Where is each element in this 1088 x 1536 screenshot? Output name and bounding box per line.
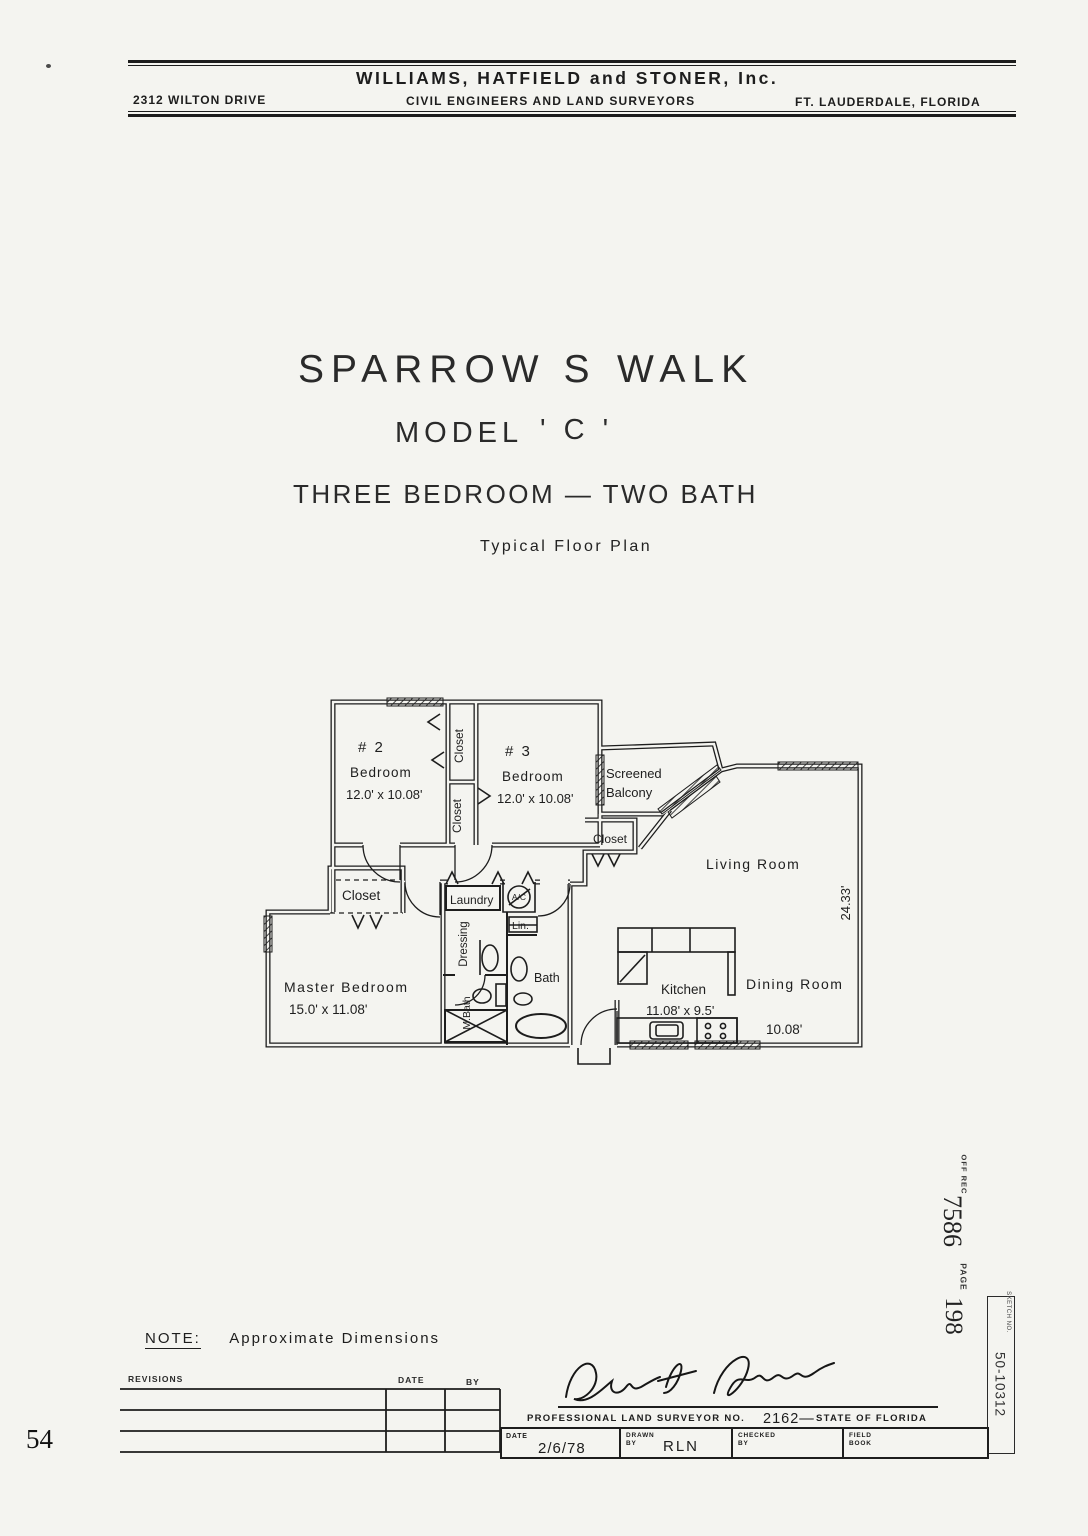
stamp-page-no: 198: [939, 1297, 967, 1335]
room-label-master: Master Bedroom: [284, 979, 409, 995]
project-title-left: SPARROW S: [298, 348, 597, 391]
room-label-bed2: Bedroom: [350, 765, 412, 780]
revisions-date-header: DATE: [398, 1375, 425, 1385]
room-label-laundry: Laundry: [450, 893, 494, 907]
drawn-label-1: DRAWN: [626, 1432, 655, 1439]
door-bedroom3: [455, 845, 492, 882]
bath-toilet: [511, 957, 527, 981]
bathtub: [516, 1014, 566, 1038]
stamp-page-label: PAGE: [958, 1263, 969, 1291]
drawn-value: RLN: [663, 1438, 700, 1455]
window-dining: [695, 1041, 760, 1049]
firm-address-right: FT. LAUDERDALE, FLORIDA: [795, 95, 981, 109]
room-label-dining: Dining Room: [746, 976, 844, 992]
room-label-bed3-no: # 3: [505, 743, 532, 760]
kitchen-counter-top: [618, 928, 735, 952]
room-dims-master: 15.0' x 11.08': [289, 1002, 368, 1017]
date-label: DATE: [506, 1433, 528, 1440]
door-bedroom2: [363, 845, 400, 882]
file-no-label: SKETCH NO.: [1004, 1291, 1011, 1333]
dim-right-wall: 24.33': [838, 885, 853, 921]
stamp-off-rec: OFF REC: [959, 1154, 969, 1195]
plan-type: Typical Floor Plan: [480, 538, 653, 555]
floor-plan: [255, 680, 880, 1080]
surveyor-title-left: PROFESSIONAL LAND SURVEYOR NO.: [527, 1413, 746, 1424]
window-bedroom3-balcony: [596, 755, 604, 805]
closet-chevrons-living: [592, 854, 620, 866]
signature: [566, 1357, 834, 1400]
dressing-sink: [482, 945, 498, 971]
surveyor-license-no: 2162—: [763, 1411, 815, 1427]
firm-name: WILLIAMS, HATFIELD and STONER, Inc.: [356, 68, 779, 88]
surveyor-block: [500, 1335, 1015, 1465]
room-label-balcony2: Balcony: [606, 785, 653, 800]
window-living: [778, 762, 858, 770]
field-label-1: FIELD: [849, 1432, 872, 1439]
header-bottom-rule-thick: [128, 114, 1016, 117]
plan-windows: [264, 698, 858, 1049]
door-entry: [581, 1009, 617, 1045]
room-label-closet-master: Closet: [342, 888, 381, 903]
window-master: [264, 916, 272, 952]
bath-sink: [514, 993, 532, 1005]
room-label-balcony1: Screened: [606, 766, 662, 781]
door-master: [405, 882, 440, 917]
room-label-closet-a: Closet: [452, 728, 466, 764]
room-dims-bed2: 12.0' x 10.08': [346, 787, 423, 802]
project-title-right: WALK: [617, 348, 755, 391]
revisions-by-header: BY: [466, 1377, 480, 1387]
surveyor-title-right: STATE OF FLORIDA: [816, 1413, 928, 1424]
checked-label-2: BY: [738, 1440, 749, 1447]
header-top-rule-thin: [128, 65, 1016, 66]
firm-subtitle: CIVIL ENGINEERS AND LAND SURVEYORS: [406, 94, 696, 108]
room-label-bed3: Bedroom: [502, 769, 564, 784]
header-top-rule-thick: [128, 60, 1016, 63]
room-dims-bed3: 12.0' x 10.08': [497, 791, 574, 806]
date-value: 2/6/78: [538, 1440, 586, 1457]
room-label-closet-living: Closet: [592, 832, 628, 846]
revisions-table-grid: [120, 1385, 502, 1457]
room-dims-kitchen: 11.08' x 9.5': [646, 1003, 715, 1018]
plan-description: THREE BEDROOM — TWO BATH: [293, 479, 758, 509]
room-label-bed2-no: # 2: [358, 739, 385, 756]
field-label-2: BOOK: [849, 1440, 872, 1447]
entry-step: [578, 1048, 610, 1064]
model-label: MODEL: [395, 417, 524, 449]
note-text: Approximate Dimensions: [229, 1330, 441, 1347]
firm-address-left: 2312 WILTON DRIVE: [133, 93, 267, 107]
door-hall-bath: [538, 884, 570, 916]
room-label-kitchen: Kitchen: [661, 982, 707, 997]
room-label-dressing: Dressing: [458, 921, 470, 967]
screen-balcony: [658, 765, 721, 814]
model-value: ' C ': [540, 414, 614, 446]
stove: [697, 1018, 737, 1043]
dim-bottom-wall: 10.08': [766, 1022, 803, 1037]
file-no-value: 50-10312: [992, 1351, 1008, 1418]
note-row: [145, 1330, 440, 1348]
room-label-living: Living Room: [706, 856, 801, 872]
scan-speck: [46, 64, 51, 68]
room-label-closet-b: Closet: [450, 798, 464, 834]
room-label-lin: Lin.: [512, 920, 529, 932]
room-label-ac: A/C: [511, 892, 527, 902]
checked-label-1: CHECKED: [738, 1432, 776, 1439]
window-kitchen: [630, 1041, 688, 1049]
window-bedroom2: [387, 698, 443, 706]
revisions-header: REVISIONS: [128, 1374, 184, 1384]
stamp-book-no: 7586: [938, 1195, 967, 1247]
note-label: NOTE:: [145, 1330, 201, 1347]
room-label-mbath: M.Bath: [461, 996, 473, 1030]
room-label-bath: Bath: [534, 971, 560, 985]
closet-chevrons-master: [352, 915, 382, 928]
page-number: 54: [26, 1424, 53, 1454]
header-bottom-rule-thin: [128, 111, 1016, 112]
drawn-label-2: BY: [626, 1440, 637, 1447]
